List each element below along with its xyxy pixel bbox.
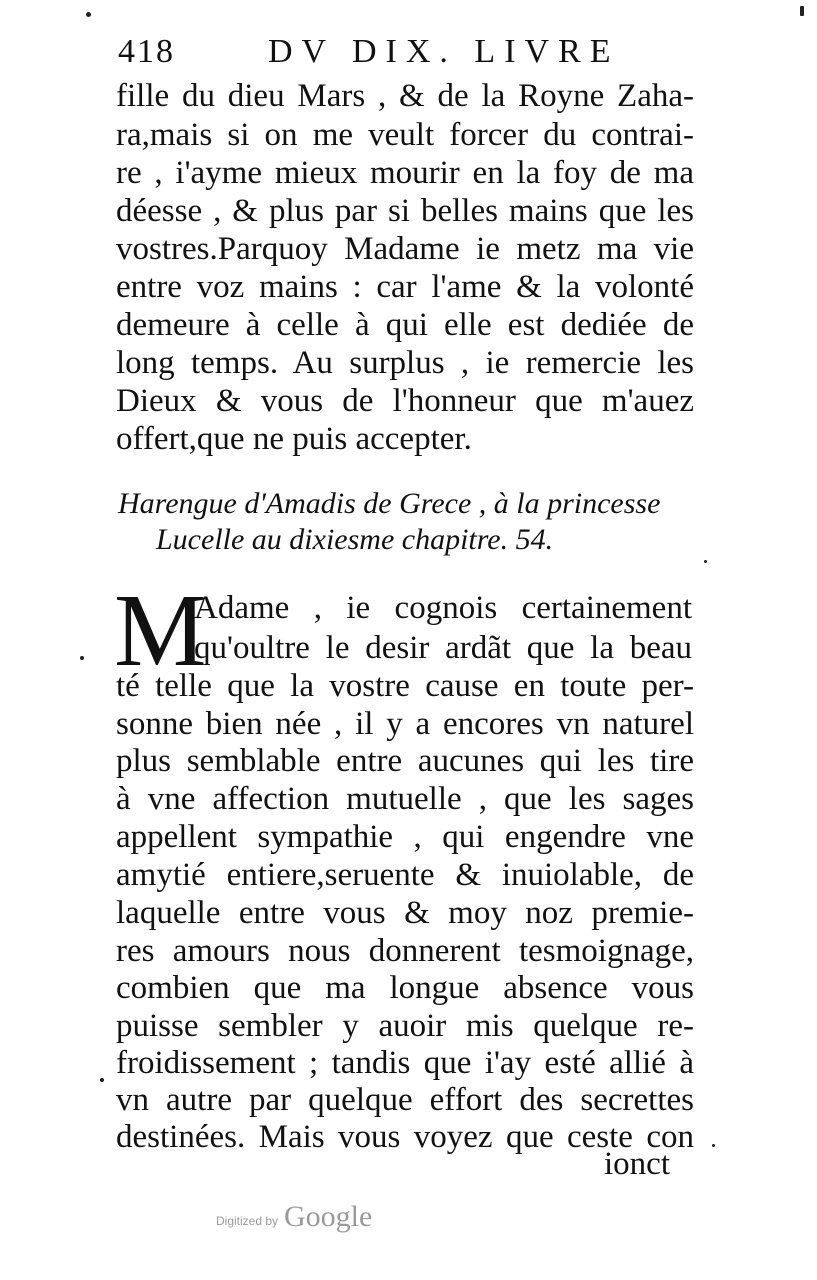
text-line: destinées. Mais vous voyez que ceste con — [116, 1119, 694, 1155]
text-line: amytié entiere,seruente & inuiolable, de — [116, 857, 694, 893]
google-logo: Google — [284, 1200, 373, 1233]
ink-speck — [80, 656, 84, 660]
text-line: demeure à celle à qui elle est dediée de — [116, 307, 694, 343]
text-line: à vne affection mutuelle , que les sages — [116, 781, 694, 817]
section-title-line: Lucelle au dixiesme chapitre. 54. — [156, 523, 554, 556]
text-line: res amours nous donnerent tesmoignage, — [116, 933, 694, 969]
text-line: entre voz mains : car l'ame & la volonté — [116, 269, 694, 305]
digitization-watermark — [216, 1200, 416, 1240]
text-line: té telle que la vostre cause en toute per- — [116, 668, 694, 704]
text-line: vostres.Parquoy Madame ie metz ma vie — [116, 231, 694, 267]
text-line: qu'oultre le desir ardãt que la beau — [194, 630, 692, 666]
text-line: plus semblable entre aucunes qui les tire — [116, 743, 694, 779]
ink-speck — [704, 560, 707, 563]
text-line: ra,mais si on me veult forcer du contrai- — [116, 117, 694, 153]
text-line: vn autre par quelque effort des secrettes — [116, 1082, 694, 1118]
drop-cap: M — [114, 573, 207, 688]
text-line: déesse , & plus par si belles mains que les — [116, 193, 694, 229]
text-line: offert,que ne puis accepter. — [116, 421, 472, 457]
text-line: combien que ma longue absence vous — [116, 970, 694, 1006]
text-line: Dieux & vous de l'honneur que m'auez — [116, 383, 694, 419]
section-title-line: Harengue d'Amadis de Grece , à la princesse — [118, 487, 661, 520]
running-head: DV DIX. LIVRE — [268, 33, 620, 70]
ink-speck — [712, 1144, 715, 1147]
ink-speck — [800, 6, 804, 16]
text-line: puisse sembler y auoir mis quelque re- — [116, 1008, 694, 1044]
text-line: froidissement ; tandis que i'ay esté allié à — [116, 1045, 694, 1081]
text-line: Adame , ie cognois certainement — [194, 590, 692, 626]
ink-speck — [86, 12, 91, 17]
text-line: long temps. Au surplus , ie remercie les — [116, 345, 694, 381]
text-line: fille du dieu Mars , & de la Royne Zaha- — [116, 78, 694, 114]
page-header — [118, 30, 698, 74]
text-line: sonne bien née , il y a encores vn naturel — [116, 706, 694, 742]
ink-speck — [100, 1078, 104, 1082]
text-line: appellent sympathie , qui engendre vne — [116, 819, 694, 855]
text-line: laquelle entre vous & moy noz premie- — [116, 895, 694, 931]
text-line: re , i'ayme mieux mourir en la foy de ma — [116, 155, 694, 191]
digitized-label: Digitized by — [216, 1214, 279, 1228]
catchword: ionct — [604, 1146, 670, 1182]
page-number: 418 — [118, 33, 175, 70]
